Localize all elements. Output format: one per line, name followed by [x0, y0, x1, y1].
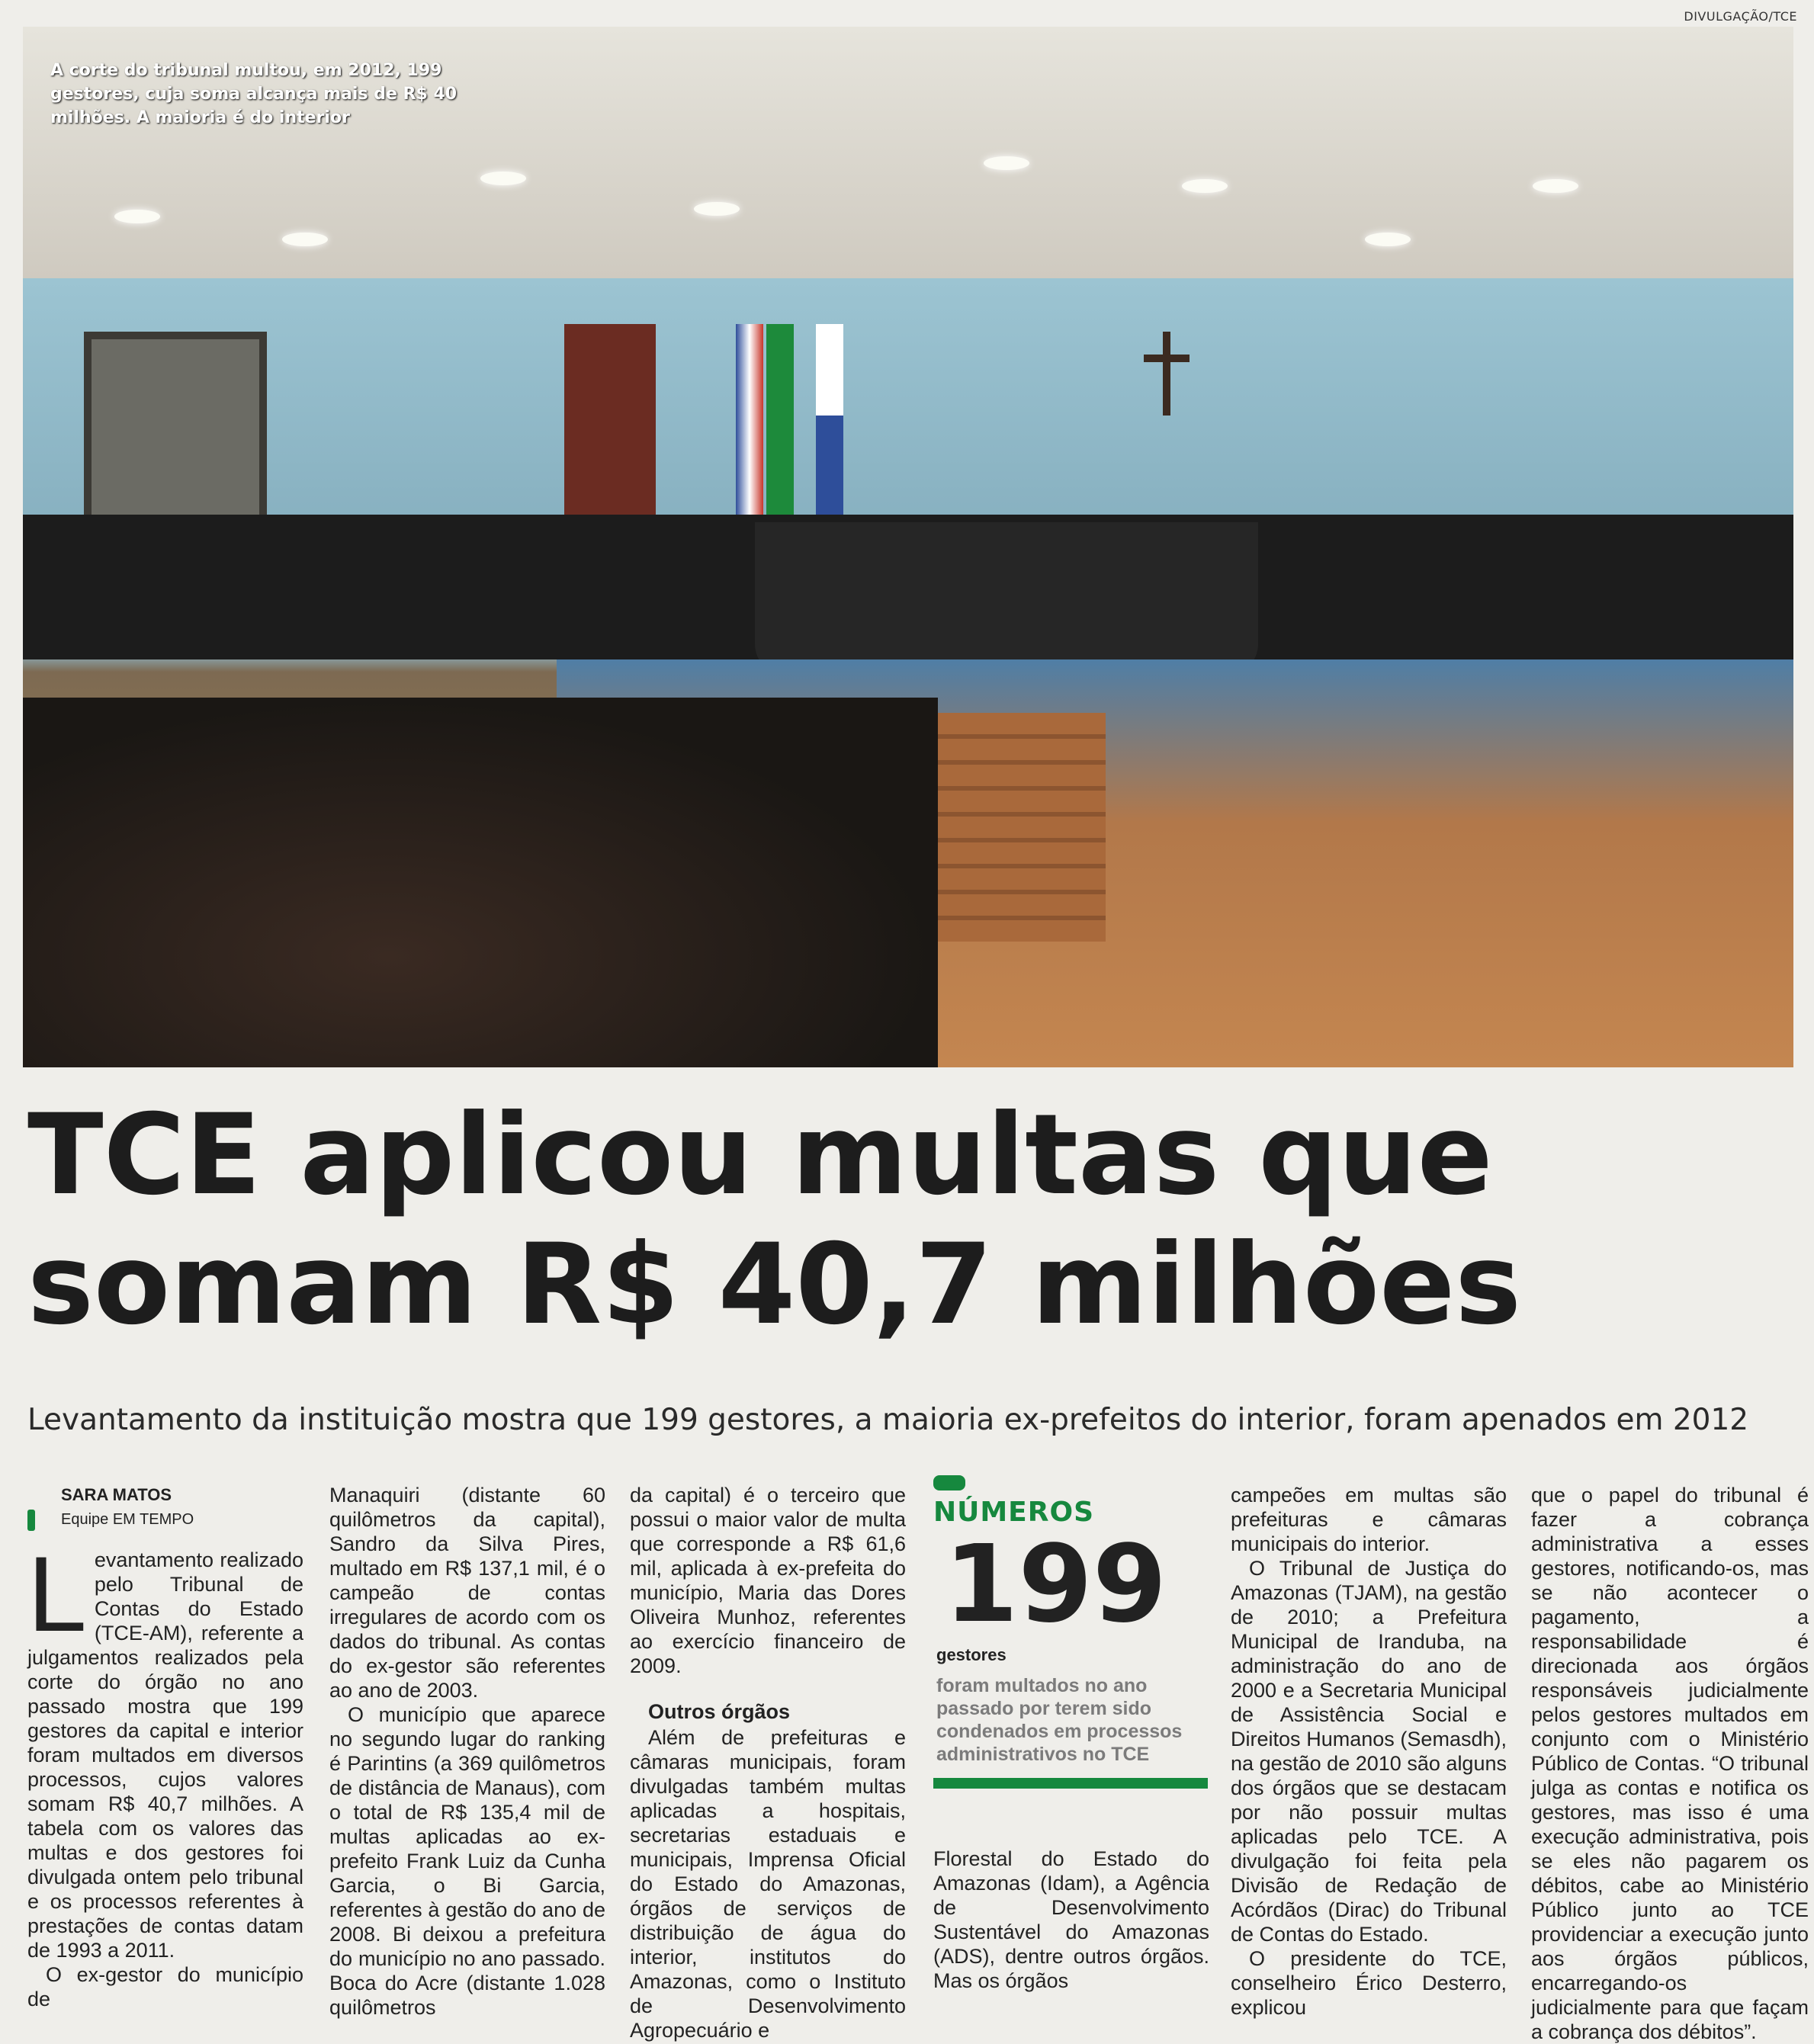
ceiling-light — [984, 156, 1029, 170]
numbers-box — [933, 1475, 1208, 1789]
ceiling-light — [1182, 179, 1228, 193]
photo-door — [564, 324, 656, 522]
paragraph: O Tribunal de Justiça do Amazonas (TJAM), na gestão de 2010; a Prefeitura Municipal de Iranduba, na administração do ano de 2000 e a Secretaria Municipal de Assistência Social e Direitos Humanos (Semasdh), na gestão de 2010 são alguns dos órgãos que se destacam por não possuir multas aplicadas pelo TCE. A divulgação foi feita pela Divisão de Redação de Acórdãos (Dirac) do Tribunal de Contas do Estado. — [1231, 1557, 1507, 1946]
byline-team: Equipe EM TEMPO — [61, 1511, 194, 1528]
headline — [27, 1090, 1796, 1349]
ceiling-light — [694, 202, 740, 216]
article-column-6 — [1531, 1483, 1809, 2044]
crucifix — [1163, 332, 1170, 416]
photo-caption: A corte do tribunal multou, em 2012, 199 gestores, cuja soma alcança mais de R$ 40 milhões. A maioria é do interior — [50, 61, 458, 127]
paragraph: campeões em multas são prefeituras e câmaras municipais do interior. — [1231, 1484, 1507, 1555]
headline-line1: TCE aplicou multas que — [27, 1090, 1493, 1220]
article-column-5 — [1231, 1483, 1507, 2020]
numbers-unit: gestores — [936, 1645, 1007, 1664]
paragraph: da capital) é o terceiro que possui o maior valor de multa que corresponde a R$ 61,6 mil, aplicada à ex-prefeita do município, Maria das Dores Oliveira Munhoz, referentes ao exercício financeiro de 2009. — [630, 1484, 906, 1677]
courtroom-photo — [23, 27, 1793, 1067]
numbers-value: 199 — [944, 1523, 1167, 1647]
ceiling-light — [1365, 233, 1411, 246]
paragraph: Além de prefeituras e câmaras municipais, foram divulgadas também multas aplicadas a hospitais, secretarias estaduais e municipais, Imprensa Oficial do Estado do Amazonas, órgãos de serviços de distribuição de água do interior, institutos do Amazonas, como o Instituto de Desenvolvimento Agropecuário e — [630, 1726, 906, 2042]
subheadline: Levantamento da instituição mostra que 199 gestores, a maioria ex-prefeitos do interior, foram apenados em 2012 — [27, 1403, 1749, 1437]
section-heading: Outros órgãos — [648, 1700, 791, 1723]
article-column-4 — [933, 1847, 1209, 1993]
numbers-marker — [933, 1475, 965, 1490]
paragraph: O presidente do TCE, conselheiro Érico Desterro, explicou — [1231, 1947, 1507, 2019]
audience-seats — [23, 698, 938, 1067]
numbers-description: foram multados no ano passado por terem sido condenados em processos administrativos no TCE — [936, 1675, 1183, 1765]
numbers-rule — [933, 1778, 1208, 1789]
ceiling-light — [480, 172, 526, 185]
paragraph: O ex-gestor do município de — [27, 1963, 303, 2010]
paragraph: que o papel do tribunal é fazer a cobrança administrativa a esses gestores, notificando-os, mas se não acontecer o pagamento, a responsabilidade é direcionada aos órgãos responsáveis judicialmente pelos gestores multados em conjunto com o Ministério Público de Contas. “O tribunal julga as contas e notifica os gestores, mas isso é uma execução administrativa, pois se eles não pagarem os débitos, cabe ao Ministério Público junto ao TCE providenciar a execução junto aos órgãos públicos, encarregando-os judicialmente para que façam a cobrança dos débitos”. — [1531, 1484, 1809, 2043]
numbers-label: NÚMEROS — [933, 1497, 1095, 1528]
paragraph: Florestal do Estado do Amazonas (Idam), a Agência de Desenvolvimento Sustentável do Amazonas (ADS), dentre outros órgãos. Mas os órgãos — [933, 1847, 1209, 1992]
paragraph: O município que aparece no segundo lugar do ranking é Parintins (a 369 quilômetros de distância de Manaus), com o total de R$ 135,4 mil de multas aplicadas ao ex-prefeito Frank Luiz da Cunha Garcia, o Bi Garcia, referentes à gestão do ano de 2008. Bi deixou a prefeitura do município no ano passado. Boca do Acre (distante 1.028 quilômetros — [329, 1703, 605, 2019]
drop-cap: L — [27, 1534, 87, 1654]
central-bench — [755, 522, 1258, 675]
article-column-3 — [630, 1483, 906, 2042]
paragraph: evantamento realizado pelo Tribunal de Contas do Estado (TCE-AM), referente a julgamentos realizados pela corte do órgão no ano passado mostra que 199 gestores da capital e interior foram multados em diversos processos, cujos valores somam R$ 40,7 milhões. A tabela com os valores das multas e dos gestores foi divulgada ontem pelo tribunal e os processos referentes à prestações de contas datam de 1993 a 2011. — [27, 1548, 303, 1962]
ceiling-light — [282, 233, 328, 246]
article-column-2 — [329, 1483, 605, 2020]
ceiling-light — [114, 210, 160, 223]
article-column-1 — [27, 1534, 303, 2011]
paragraph: Manaquiri (distante 60 quilômetros da capital), Sandro da Silva Pires, multado em R$ 137,1 mil, é o campeão de contas irregulares de acordo com os dados do tribunal. As contas do ex-gestor são referentes ao ano de 2003. — [329, 1484, 605, 1702]
crucifix-bar — [1144, 355, 1190, 362]
photo-window — [84, 332, 267, 522]
photo-credit: DIVULGAÇÃO/TCE — [1684, 9, 1797, 24]
headline-line2: somam R$ 40,7 milhões — [27, 1220, 1522, 1349]
byline-author: SARA MATOS — [61, 1485, 172, 1504]
byline-marker — [27, 1510, 35, 1531]
ceiling-light — [1533, 179, 1578, 193]
